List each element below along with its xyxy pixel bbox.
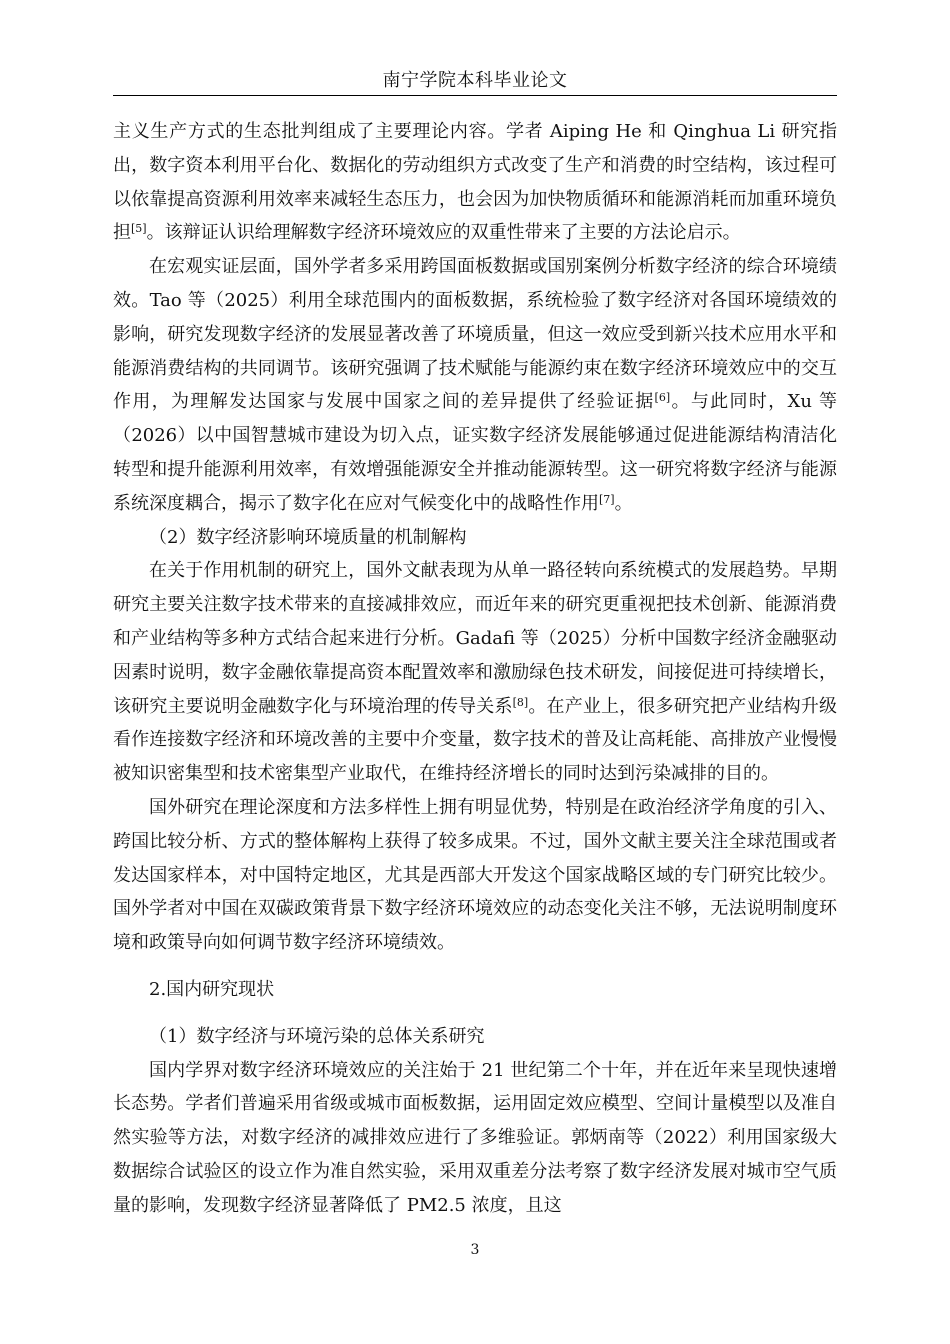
citation-ref-8: [8] <box>512 695 529 709</box>
citation-ref-7: [7] <box>599 492 615 506</box>
paragraph-text-tail: 。在产业上，很多研究把产业结构升级看作连接数字经济和环境改善的主要中介变量，数字技术的普及让高耗能、高排放产业慢慢被知识密集型和技术密集型产业取代，在维持经济增长的同时达到污染减排的目的。 <box>113 695 838 785</box>
paragraph-text: 主义生产方式的生态批判组成了主要理论内容。学者 Aiping He 和 Qinghua Li 研究指出，数字资本利用平台化、数据化的劳动组织方式改变了生产和消费的时空结构，该过程可以依靠提高资源利用效率来减轻生态压力，也会因为加快物质循环和能源消耗而加重环境负担 <box>113 121 837 244</box>
paragraph-macro-empirical <box>113 250 837 520</box>
paragraph-text-end: 。 <box>614 492 633 514</box>
running-header: 南宁学院本科毕业论文 <box>382 70 568 91</box>
paragraph-domestic-research: 国内学界对数字经济环境效应的关注始于 21 世纪第二个十年，并在近年来呈现快速增长态势。学者们普遍采用省级或城市面板数据，运用固定效应模型、空间计量模型以及准自然实验等方法，对数字经济的减排效应进行了多维验证。郭炳南等（2022）利用国家级大数据综合试验区的设立作为准自然实验，采用双重差分法考察了数字经济发展对城市空气质量的影响，发现数字经济显著降低了 PM2.5 浓度，且这 <box>113 1059 837 1216</box>
section-heading-domestic: 2.国内研究现状 <box>149 978 275 1000</box>
subheading-overall-relation: （1）数字经济与环境污染的总体关系研究 <box>149 1025 485 1047</box>
paragraph-mechanism <box>113 554 837 791</box>
paragraph-foreign-summary: 国外研究在理论深度和方法多样性上拥有明显优势，特别是在政治经济学角度的引入、跨国比较分析、方式的整体解构上获得了较多成果。不过，国外文献主要关注全球范围或者发达国家样本，对中国特定地区，尤其是西部大开发这个国家战略区域的专门研究比较少。国外学者对中国在双碳政策背景下数字经济环境效应的动态变化关注不够，无法说明制度环境和政策导向如何调节数字经济环境绩效。 <box>113 796 837 954</box>
header-rule <box>113 95 837 96</box>
paragraph-theory-continued <box>113 115 837 250</box>
page-body <box>113 115 837 1223</box>
citation-ref-5: [5] <box>131 222 147 236</box>
paragraph-text-tail: 。该辩证认识给理解数字经济环境效应的双重性带来了主要的方法论启示。 <box>146 222 741 244</box>
page-number: 3 <box>470 1242 480 1258</box>
paragraph-text-tail: 。与此同时，Xu 等（2026）以中国智慧城市建设为切入点，证实数字经济发展能够通过促进能源结构清洁化转型和提升能源利用效率，有效增强能源安全并推动能源转型。这一研究将数字经济与能源系统深度耦合，揭示了数字化在应对气候变化中的战略性作用 <box>113 391 837 514</box>
subheading-mechanism: （2）数字经济影响环境质量的机制解构 <box>149 526 467 548</box>
paragraph-text: 在关于作用机制的研究上，国外文献表现为从单一路径转向系统模式的发展趋势。早期研究主要关注数字技术带来的直接减排效应，而近年来的研究更重视把技术创新、能源消费和产业结构等多种方式结合起来进行分析。Gadafi 等（2025）分析中国数字经济金融驱动因素时说明，数字金融依靠提高资本配置效率和激励绿色技术研发，间接促进可持续增长，该研究主要说明金融数字化与环境治理的传导关系 <box>113 560 837 717</box>
paragraph-text: 在宏观实证层面，国外学者多采用跨国面板数据或国别案例分析数字经济的综合环境绩效。Tao 等（2025）利用全球范围内的面板数据，系统检验了数字经济对各国环境绩效的影响，研究发现数字经济的发展显著改善了环境质量，但这一效应受到新兴技术应用水平和能源消费结构的共同调节。该研究强调了技术赋能与能源约束在数字经济环境效应中的交互作用，为理解发达国家与发展中国家之间的差异提供了经验证据 <box>113 256 837 413</box>
citation-ref-6: [6] <box>654 391 671 405</box>
